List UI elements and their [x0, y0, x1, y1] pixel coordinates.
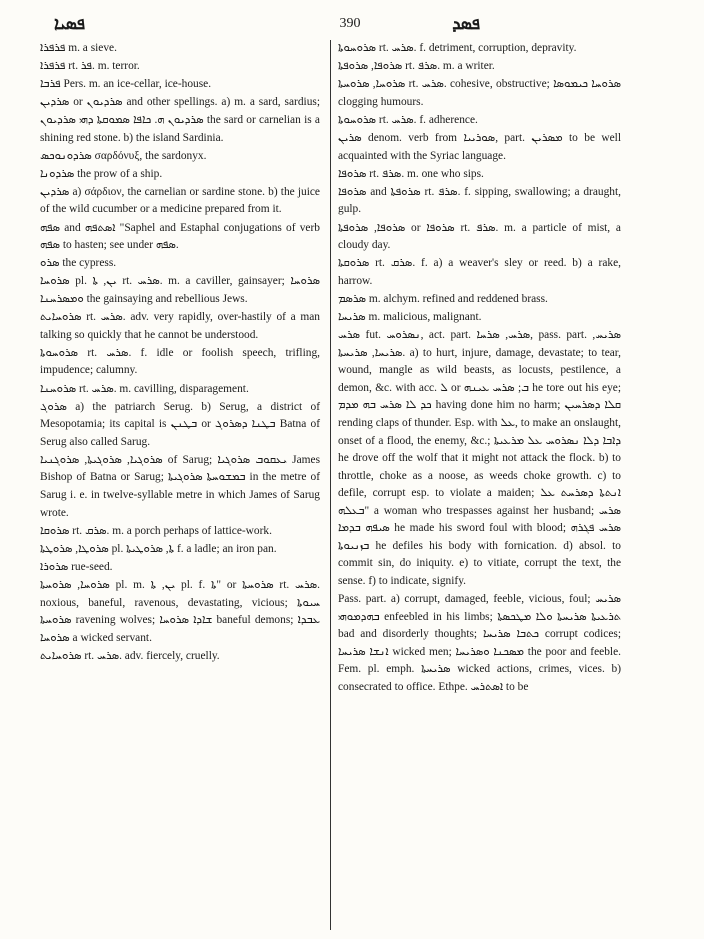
dictionary-entry: ܦܪܦܪܐ rt. ܦܪ. m. terror. [40, 60, 140, 73]
left-column [40, 40, 320, 665]
dictionary-entry: ܣܪܝܢ denom. verb from ܣܘܪܝܝܐ, part. ܡܣܪܝܢ to be well acquainted with the Syriac language. [338, 132, 622, 162]
dictionary-entry: ܣܪܘܓܝܐ, ܣܪܘܓܝܬܐ, ܣܪܘܓܢܝܐ of Sarug; ܝܥܩܘܒ ܣܪܘܓܝܐ James Bishop of Batna or Sarug; ܒܡܫܘܚܬܐ ܣܪܘܓܝܬܐ in the metre of Sarug i. e. in twelve-syllable metre in which James of Sarug wrote. [40, 453, 321, 519]
dictionary-entry: ܣܪܘܚܘܬܐ rt. ܣܪܚ. f. adherence. [338, 113, 478, 126]
right-column [338, 40, 621, 696]
dictionary-entry: ܣܪܘܛܐ, ܣܪܘܛܬܐ pl. ܬܐ, ܣܪܘܛܝܬܐ f. a ladle; an iron pan. [40, 542, 277, 555]
dictionary-entry: ܣܪܕܝܢ or ܣܪܕܝܘܢ and other spellings. a) m. a sard, sardius; ܣܪܕܝܘܢ ܗ. ܟܐܦܐ ܣܡܘܩܬܐ ܕܗܝ ܣܪܕܝܘܢ the sard or carnelian is a shining red stone. b) the island Sardinia. [40, 96, 320, 144]
dictionary-entry: ܣܪܘܚܐ pl. ܝܢ, ܬܐ rt. ܣܪܚ. m. a caviller, gainsayer; ܣܪܘܚܐ ܘܡܣܪܚܢܐ the gainsaying and rebellious Jews. [40, 275, 320, 305]
dictionary-entry: ܣܪܘܦܐ and ܣܪܘܦܬܐ rt. ܣܪܦ. f. sipping, swallowing; a draught, gulp. [338, 185, 621, 216]
dictionary-entry: ܣܪܘܪܐ rue-seed. [40, 560, 113, 573]
header-catchword-left: ܦܣܝܐ [54, 14, 85, 33]
dictionary-entry: ܣܪܘܦܐ, ܣܪܘܦܬܐ rt. ܣܪܦ. m. a writer. [338, 60, 495, 73]
dictionary-entry: ܣܪܘܚܘܬܐ rt. ܣܪܚ. f. detriment, corruption, depravity. [338, 42, 577, 54]
dictionary-entry: ܣܪܘܚܐ, ܣܪܘܚܬܐ rt. ܣܪܚ. cohesive, obstructive; ܣܪܘܚܐ ܟܝܡܘܣܐ clogging humours. [338, 78, 621, 108]
dictionary-entry: ܣܪܕܘܢܘܟܣ σαρδόνυξ, the sardonyx. [40, 149, 207, 162]
dictionary-entry: ܣܪܘܓ a) the patriarch Serug. b) Serug, a district of Mesopotamia; its capital is ܒܛܢܢ or ܒܛܢܐ ܕܣܪܘܓ Batna of Serug also called Sarug. [40, 400, 320, 448]
dictionary-entry: ܣܪܘܚܐܝܬ rt. ܣܪܚ. adv. very rapidly, over-hastily of a man talking so quickly that he cannot be understood. [40, 311, 320, 341]
dictionary-entry: ܣܪܘܩܐ rt. ܣܪܩ. m. a porch perhaps of lattice-work. [40, 524, 272, 537]
dictionary-entry: ܣܪܘܚܘܬܐ rt. ܣܪܚ. f. idle or foolish speech, trifling, impudence; calumny. [40, 346, 320, 377]
dictionary-entry: ܣܪܕܝܢ a) σάρδιον, the carnelian or sardine stone. b) the juice of the wild cucumber or a medicine prepared from it. [40, 185, 320, 216]
page-number: 390 [339, 16, 361, 31]
dictionary-entry: ܦܪܒܐ Pers. m. an ice-cellar, ice-house. [40, 78, 212, 91]
header-catchword-right: ܦܣܕ [452, 14, 480, 33]
dictionary-entry: ܦܪܦܪܐ m. a sieve. [40, 42, 117, 54]
dictionary-entry: ܣܪܘܚܐ, ܣܪܘܚܬܐ pl. m. ܝܢ, ܬܐ pl. f. ܬܐ" or ܣܪܘܚܬܐ rt. ܣܪܚ. noxious, baneful, ravenous, devastating, vicious; ܚܝܘܬܐ ܣܪܘܚܬܐ ravening wolves; ܫܐܕܐ ܣܪܘܚܐ baneful demons; ܥܒܕܐ ܣܪܘܚܐ a wicked servant. [40, 579, 320, 644]
dictionary-entry: ܣܪܕܘܢܐ the prow of a ship. [40, 167, 163, 180]
dictionary-entry: ܣܪܘܚܢܐ rt. ܣܪܚ. m. cavilling, disparagement. [40, 382, 249, 395]
column-divider [330, 40, 331, 930]
dictionary-entry: ܣܪܝܚܐ m. malicious, malignant. [338, 311, 482, 324]
dictionary-entry: ܣܪܘܩܬܐ rt. ܣܪܩ. f. a) a weaver's sley or reed. b) a rake, harrow. [338, 257, 621, 287]
dictionary-entry: ܣܪܘܚܐܝܬ rt. ܣܪܚ. adv. fiercely, cruelly. [40, 649, 220, 662]
dictionary-entry: ܣܪܣܡ m. alchym. refined and reddened brass. [338, 293, 548, 305]
dictionary-entry: ܣܦܗ and ܐܣܬܦܗ "Saphel and Estaphal conjugations of verb ܣܦܗ to hasten; see under ܣܦܗ. [40, 221, 320, 252]
dictionary-entry: ܣܪܘܦܐ, ܣܪܘܦܬܐ or ܣܪܘܦܐ rt. ܣܪܦ. m. a particle of mist, a cloudy day. [338, 221, 621, 252]
dictionary-entry: ܣܪܘ the cypress. [40, 257, 117, 270]
dictionary-entry: ܣܪܘܦܐ rt. ܣܪܦ. m. one who sips. [338, 167, 484, 180]
page-header [40, 12, 660, 36]
dictionary-entry: ܣܪܚ fut. ܢܣܪܘܚ, act. part. ܣܪܚ, ܣܪܚܐ, pass. part. ܣܪܝܚ, ܣܪܝܚܐ, ܣܪܝܚܬܐ. a) to hurt, injure, damage, devastate; to tear, wound, mangle as wild beasts, as locusts, pestilence, a demon, &c. with acc. ܠ or ܒ; ܣܪܚ ܥܝܢܗ he tore out his eye; ܟܕ ܠܐ ܣܪܚ ܒܗ ܡܕܡ having done him no harm; ܩܠܐ ܕܣܪܚܝܢ rending claps of thunder. Esp. with ܥܠ, to make an onslaught, onset of a flood, the enemy, &c.; ܕܐܒܐ ܕܠܐ ܢܣܪܘܚ ܥܠ ܡܪܥܝܬܐ he drove off the wolf that it might not attack the flock. b) to throttle, choke as a noose, as weeds choke growth. c) to defile, corrupt esp. to violate a maiden; ܐܢܬܬܐ ܕܣܪܚܬ ܥܠ ܒܥܠܗ" a woman who trespasses against her husband; ܣܪܚ ܣܝܦܗ ܒܕܡܐ he made his sword foul with blood; ܣܪܚ ܦܓܪܗ ܒܙܢܝܘܬܐ he defiles his body with fornication. d) absol. to commit sin, do iniquity. e) to vitiate, corrupt the text, the sense. f) to indicate, signify. [338, 329, 621, 587]
dictionary-entry: Pass. part. a) corrupt, damaged, feeble, vicious, foul; ܣܪܝܚ ܒܗܕܡܘܗܝ enfeebled in his limbs; ܬܪܥܝܬܐ ܣܪܝܚܬܐ ܘܠܐ ܡܛܟܣܬܐ bad and disorderly thoughts; ܟܬܒܐ ܣܪܝܚܐ corrupt codices; ܐܢܫܐ ܣܪܝܚܐ wicked men; ܡܣܟܢܐ ܘܣܪܝܚܐ the poor and feeble. Fem. pl. emph. ܣܪܝܚܬܐ wicked actions, crimes, vices. b) consecrated to office. Ethpe. ܐܣܬܪܚ to be [338, 593, 622, 693]
